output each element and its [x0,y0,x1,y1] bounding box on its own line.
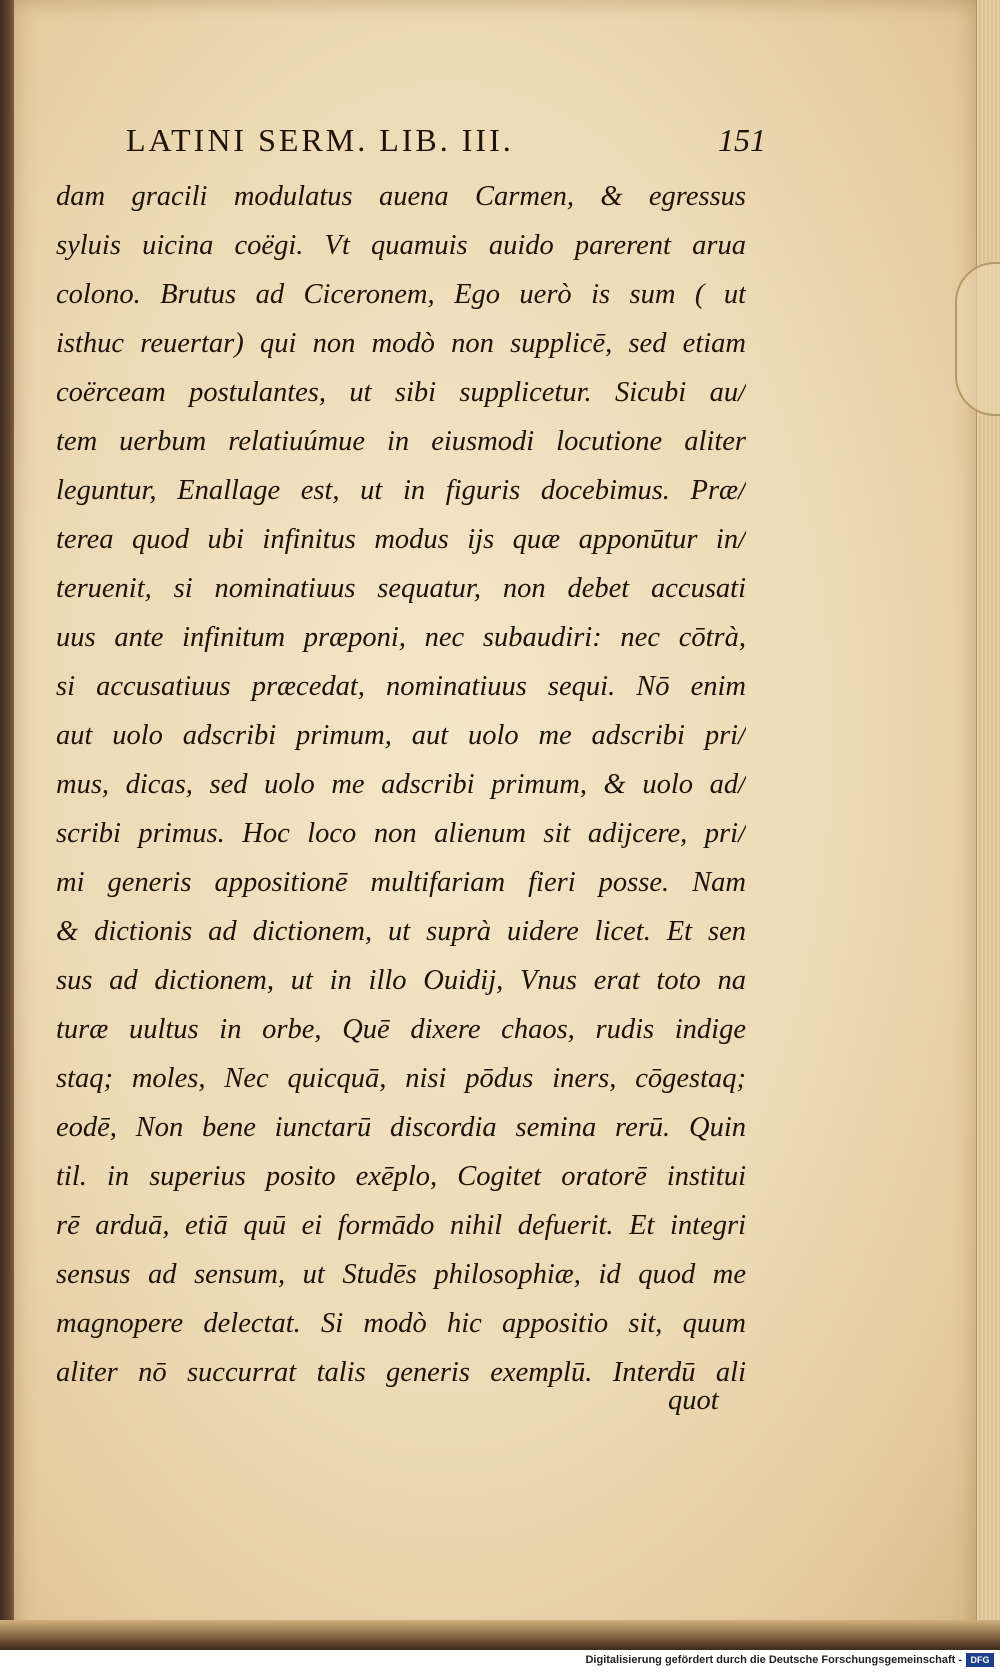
text-line: uus ante infinitum præponi, nec subaudiri: nec cōtrà, [56,622,746,653]
binding-edge-bottom [0,1620,1000,1650]
text-line: & dictionis ad dictionem, ut suprà uidere licet. Et sen [56,916,746,947]
text-line: terea quod ubi infinitus modus ijs quæ apponūtur in/ [56,524,746,555]
text-line: sensus ad sensum, ut Studēs philosophiæ, id quod me [56,1259,746,1290]
text-line: leguntur, Enallage est, ut in figuris docebimus. Præ/ [56,475,746,506]
text-line: sus ad dictionem, ut in illo Ouidij, Vnus erat toto na [56,965,746,996]
text-line: teruenit, si nominatiuus sequatur, non debet accusati [56,573,746,604]
text-line: colono. Brutus ad Ciceronem, Ego uerò is sum ( ut [56,279,746,310]
running-head-title: LATINI SERM. LIB. III. [126,122,514,158]
page-tab-marker [955,262,1000,416]
fore-edge [976,0,1000,1630]
funding-credit: Digitalisierung gefördert durch die Deutsche Forschungsgemeinschaft - [585,1654,962,1666]
text-line: eodē, Non bene iunctarū discordia semina rerū. Quin [56,1112,746,1143]
text-line: til. in superius posito exēplo, Cogitet oratorē institui [56,1161,746,1192]
text-line: mi generis appositionē multifariam fieri posse. Nam [56,867,746,898]
folio-number: 151 [718,122,766,158]
digitization-footer [0,1650,1000,1673]
text-line: isthuc reuertar) qui non modò non supplicē, sed etiam [56,328,746,359]
text-line: turæ uultus in orbe, Quē dixere chaos, rudis indige [56,1014,746,1045]
text-line: rē arduā, etiā quū ei formādo nihil defuerit. Et integri [56,1210,746,1241]
text-line: magnopere delectat. Si modò hic appositio sit, quum [56,1308,746,1339]
text-line: coërceam postulantes, ut sibi supplicetur. Sicubi au/ [56,377,746,408]
body-text [56,172,746,1397]
text-line: syluis uicina coëgi. Vt quamuis auido parerent arua [56,230,746,261]
text-line: tem uerbum relatiuúmue in eiusmodi locutione aliter [56,426,746,457]
text-line: scribi primus. Hoc loco non alienum sit adijcere, pri/ [56,818,746,849]
text-line: si accusatiuus præcedat, nominatiuus sequi. Nō enim [56,671,746,702]
catchword: quot [668,1385,719,1416]
text-line: aliter nō succurrat talis generis exemplū. Interdū ali [56,1357,746,1388]
text-line: staq; moles, Nec quicquā, nisi pōdus iners, cōgestaq; [56,1063,746,1094]
running-head [126,122,766,170]
text-line: dam gracili modulatus auena Carmen, & egressus [56,181,746,212]
text-line: mus, dicas, sed uolo me adscribi primum, & uolo ad/ [56,769,746,800]
text-line: aut uolo adscribi primum, aut uolo me adscribi pri/ [56,720,746,751]
dfg-logo: DFG [966,1653,994,1667]
